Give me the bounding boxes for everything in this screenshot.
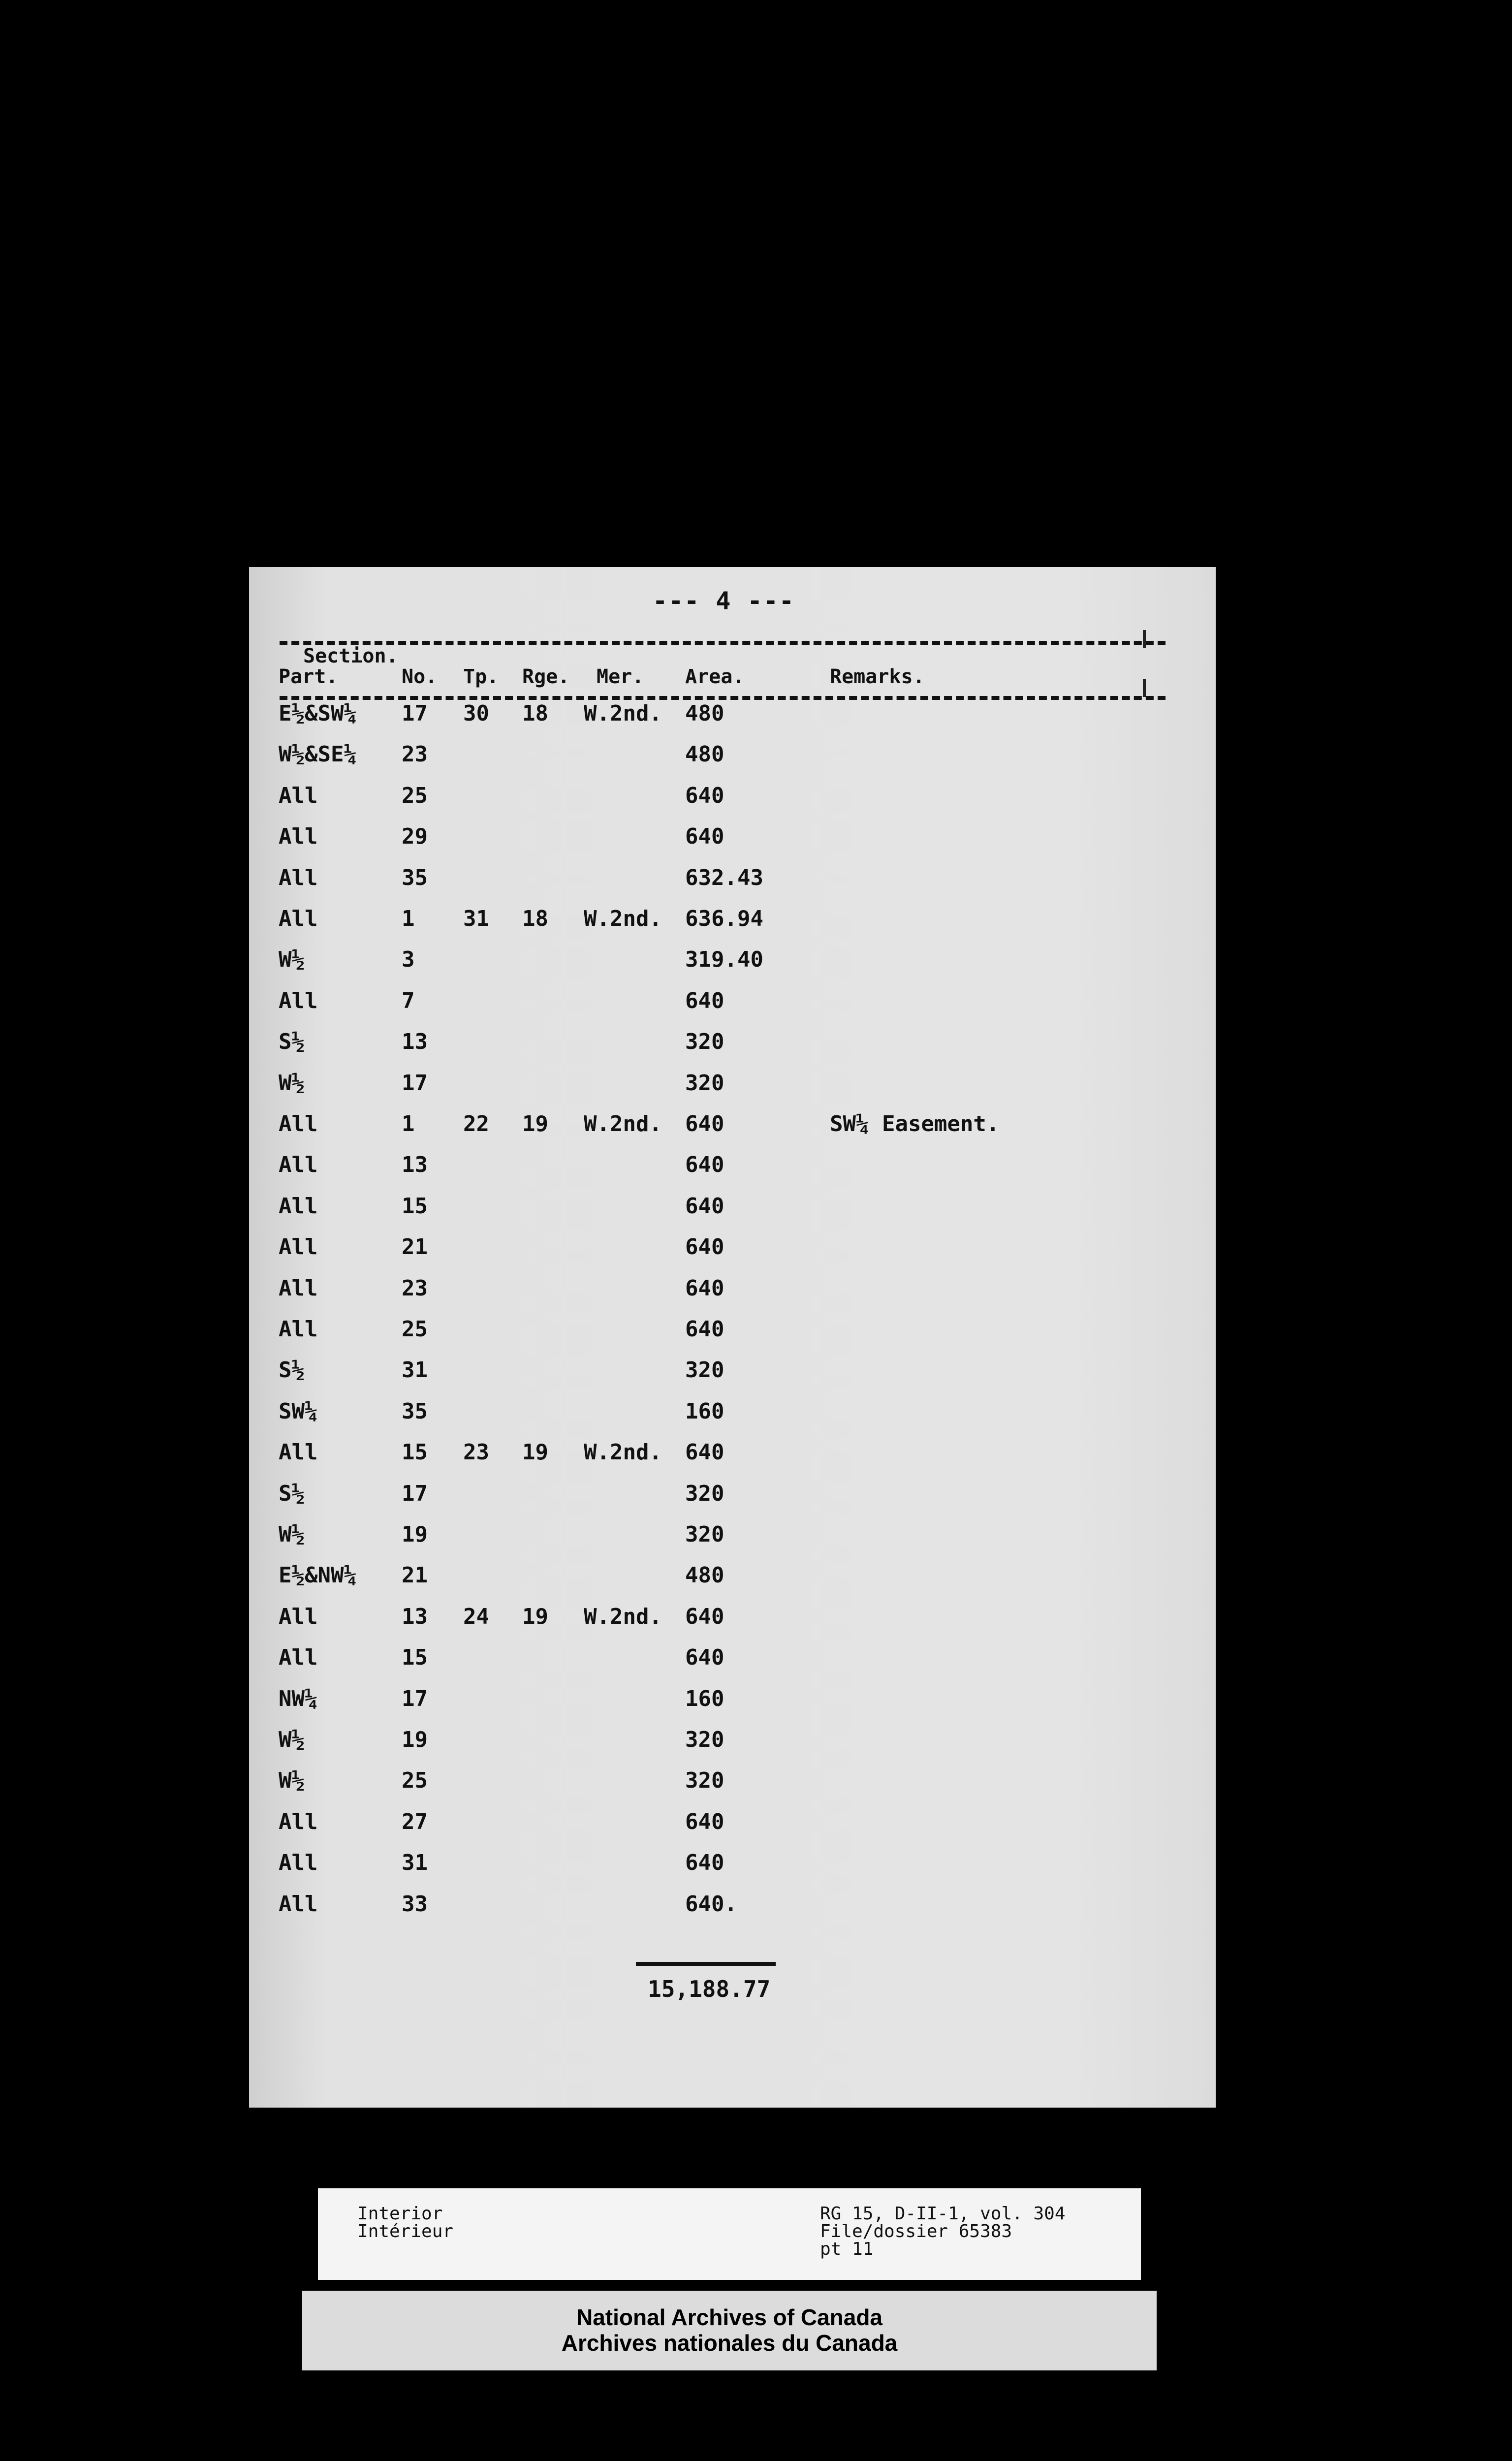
header-tp: Tp. xyxy=(463,665,499,688)
cell-area: 320 xyxy=(685,1727,724,1752)
cell-area: 640. xyxy=(685,1891,737,1917)
cell-area: 640 xyxy=(685,1317,724,1342)
cell-mer: W.2nd. xyxy=(584,906,662,931)
header-area: Area. xyxy=(685,665,745,688)
cell-area: 320 xyxy=(685,1768,724,1794)
cell-no: 15 xyxy=(402,1645,428,1671)
cell-area: 640 xyxy=(685,1193,724,1219)
reference-label xyxy=(318,2188,1141,2280)
edge-marks xyxy=(1143,630,1147,699)
table-row xyxy=(249,1809,1216,1850)
table-row xyxy=(249,947,1216,988)
cell-part: All xyxy=(279,906,318,931)
cell-part: W½ xyxy=(279,1768,305,1794)
cell-rge: 19 xyxy=(522,1604,548,1629)
cell-part: All xyxy=(279,1317,318,1342)
archives-label xyxy=(302,2291,1157,2370)
cell-part: All xyxy=(279,1275,318,1301)
cell-no: 23 xyxy=(402,1275,428,1301)
cell-part: NW¼ xyxy=(279,1686,318,1711)
cell-area: 320 xyxy=(685,1522,724,1547)
cell-no: 27 xyxy=(402,1809,428,1834)
cell-no: 15 xyxy=(402,1440,428,1465)
file-reference-line-2: File/dossier 65383 xyxy=(820,2221,1012,2241)
department-en: Interior xyxy=(357,2204,443,2224)
table-row xyxy=(249,701,1216,742)
cell-area: 160 xyxy=(685,1686,724,1711)
cell-no: 25 xyxy=(402,783,428,808)
cell-area: 640 xyxy=(685,1275,724,1301)
cell-part: E½&NW¼ xyxy=(279,1563,357,1588)
cell-part: All xyxy=(279,1234,318,1260)
cell-area: 640 xyxy=(685,783,724,808)
cell-area: 320 xyxy=(685,1029,724,1055)
cell-tp: 31 xyxy=(463,906,489,931)
table-row xyxy=(249,1111,1216,1152)
cell-mer: W.2nd. xyxy=(584,1440,662,1465)
cell-part: All xyxy=(279,824,318,850)
table-row xyxy=(249,1686,1216,1727)
table-row xyxy=(249,824,1216,865)
table-row xyxy=(249,1563,1216,1604)
table-row xyxy=(249,1152,1216,1193)
cell-area: 640 xyxy=(685,1440,724,1465)
table-row xyxy=(249,1768,1216,1809)
cell-rge: 19 xyxy=(522,1440,548,1465)
cell-part: S½ xyxy=(279,1481,305,1506)
cell-part: All xyxy=(279,1111,318,1136)
table-row xyxy=(249,1481,1216,1522)
cell-mer: W.2nd. xyxy=(584,701,662,726)
cell-no: 35 xyxy=(402,1398,428,1424)
cell-no: 13 xyxy=(402,1029,428,1055)
table-row xyxy=(249,1440,1216,1481)
cell-no: 7 xyxy=(402,988,415,1013)
cell-rge: 18 xyxy=(522,701,548,726)
table-row xyxy=(249,1194,1216,1234)
table-row xyxy=(249,906,1216,947)
table-row xyxy=(249,988,1216,1029)
cell-mer: W.2nd. xyxy=(584,1111,662,1136)
cell-no: 17 xyxy=(402,1686,428,1711)
cell-part: All xyxy=(279,1891,318,1917)
cell-no: 35 xyxy=(402,865,428,890)
cell-area: 640 xyxy=(685,1645,724,1671)
table-row xyxy=(249,783,1216,824)
cell-part: All xyxy=(279,1645,318,1671)
header-part: Part. xyxy=(279,665,338,688)
cell-part: All xyxy=(279,1850,318,1876)
cell-area: 640 xyxy=(685,1809,724,1834)
table-row xyxy=(249,1892,1216,1932)
file-reference-line-1: RG 15, D-II-1, vol. 304 xyxy=(820,2204,1066,2224)
cell-part: S½ xyxy=(279,1357,305,1383)
table-row xyxy=(249,1276,1216,1317)
cell-part: All xyxy=(279,865,318,890)
cell-part: W½&SE¼ xyxy=(279,742,357,767)
file-reference-line-3: pt 11 xyxy=(820,2239,874,2259)
cell-part: All xyxy=(279,988,318,1013)
header-remarks: Remarks. xyxy=(830,665,925,688)
cell-area: 640 xyxy=(685,988,724,1013)
total-rule xyxy=(636,1962,776,1966)
cell-no: 21 xyxy=(402,1563,428,1588)
cell-area: 640 xyxy=(685,1604,724,1629)
total-area: 15,188.77 xyxy=(648,1976,771,2002)
cell-tp: 24 xyxy=(463,1604,489,1629)
cell-tp: 30 xyxy=(463,701,489,726)
table-row xyxy=(249,1071,1216,1111)
table-row xyxy=(249,865,1216,906)
cell-area: 320 xyxy=(685,1070,724,1096)
cell-no: 13 xyxy=(402,1152,428,1178)
cell-area: 632.43 xyxy=(685,865,763,890)
cell-part: All xyxy=(279,783,318,808)
cell-mer: W.2nd. xyxy=(584,1604,662,1629)
header-no: No. xyxy=(402,665,438,688)
cell-area: 640 xyxy=(685,1152,724,1178)
cell-part: W½ xyxy=(279,1522,305,1547)
cell-no: 15 xyxy=(402,1193,428,1219)
cell-no: 17 xyxy=(402,1481,428,1506)
cell-part: All xyxy=(279,1809,318,1834)
cell-no: 31 xyxy=(402,1357,428,1383)
cell-part: All xyxy=(279,1193,318,1219)
cell-area: 319.40 xyxy=(685,947,763,973)
table-row xyxy=(249,742,1216,783)
cell-area: 320 xyxy=(685,1481,724,1506)
cell-rge: 18 xyxy=(522,906,548,931)
cell-part: W½ xyxy=(279,947,305,973)
file-reference xyxy=(820,2205,1066,2258)
header-rge: Rge. xyxy=(522,665,570,688)
cell-no: 33 xyxy=(402,1891,428,1917)
cell-no: 19 xyxy=(402,1727,428,1752)
cell-no: 3 xyxy=(402,947,415,973)
header-mer: Mer. xyxy=(597,665,644,688)
cell-part: S½ xyxy=(279,1029,305,1055)
cell-tp: 23 xyxy=(463,1440,489,1465)
cell-part: All xyxy=(279,1440,318,1465)
cell-no: 31 xyxy=(402,1850,428,1876)
cell-no: 17 xyxy=(402,701,428,726)
cell-tp: 22 xyxy=(463,1111,489,1136)
cell-part: W½ xyxy=(279,1727,305,1752)
cell-area: 480 xyxy=(685,1563,724,1588)
cell-area: 640 xyxy=(685,1850,724,1876)
cell-no: 21 xyxy=(402,1234,428,1260)
cell-rge: 19 xyxy=(522,1111,548,1136)
cell-no: 29 xyxy=(402,824,428,850)
cell-part: All xyxy=(279,1152,318,1178)
cell-no: 1 xyxy=(402,1111,415,1136)
cell-no: 25 xyxy=(402,1317,428,1342)
department-fr: Intérieur xyxy=(357,2221,454,2241)
table-row xyxy=(249,1727,1216,1768)
cell-no: 23 xyxy=(402,742,428,767)
cell-area: 160 xyxy=(685,1398,724,1424)
header-bottom-rule xyxy=(280,696,1166,700)
cell-no: 19 xyxy=(402,1522,428,1547)
header-section: Section. xyxy=(303,645,398,667)
cell-no: 25 xyxy=(402,1768,428,1794)
cell-part: SW¼ xyxy=(279,1398,318,1424)
cell-no: 13 xyxy=(402,1604,428,1629)
cell-remarks: SW¼ Easement. xyxy=(830,1111,1000,1136)
table-row xyxy=(249,1522,1216,1563)
cell-no: 17 xyxy=(402,1070,428,1096)
table-row xyxy=(249,1645,1216,1686)
page-number: --- 4 --- xyxy=(653,587,795,615)
cell-area: 480 xyxy=(685,701,724,726)
table-row xyxy=(249,1850,1216,1891)
table-row xyxy=(249,1399,1216,1440)
table-row xyxy=(249,1234,1216,1275)
cell-area: 320 xyxy=(685,1357,724,1383)
archives-name-fr: Archives nationales du Canada xyxy=(561,2330,898,2356)
header-top-rule xyxy=(280,641,1166,645)
table-row xyxy=(249,1357,1216,1398)
cell-area: 636.94 xyxy=(685,906,763,931)
cell-area: 640 xyxy=(685,1111,724,1136)
cell-part: All xyxy=(279,1604,318,1629)
department-label xyxy=(357,2205,453,2240)
table-row xyxy=(249,1317,1216,1357)
table-row xyxy=(249,1604,1216,1645)
table-row xyxy=(249,1029,1216,1070)
document-page xyxy=(249,567,1216,2108)
archives-name-en: National Archives of Canada xyxy=(576,2304,882,2330)
cell-part: W½ xyxy=(279,1070,305,1096)
cell-part: E½&SW¼ xyxy=(279,701,357,726)
cell-area: 640 xyxy=(685,824,724,850)
cell-no: 1 xyxy=(402,906,415,931)
cell-area: 640 xyxy=(685,1234,724,1260)
cell-area: 480 xyxy=(685,742,724,767)
